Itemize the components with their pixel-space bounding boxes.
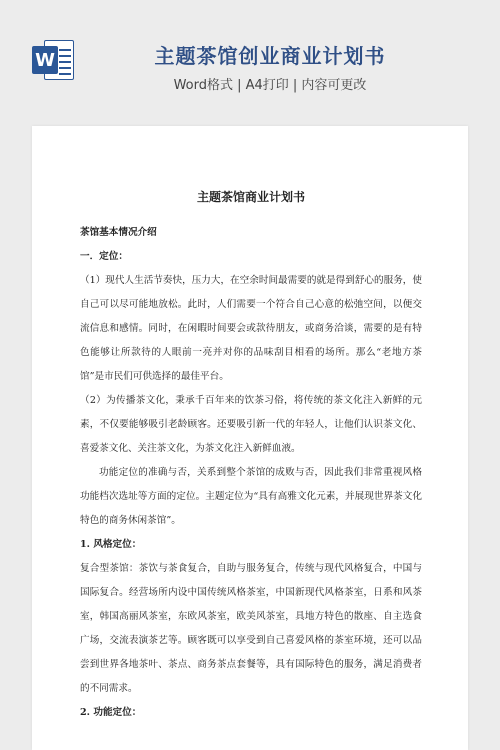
page-subtitle: Word格式 | A4打印 | 内容可更改 xyxy=(173,78,367,93)
paragraph: （1）现代人生活节奏快，压力大，在空余时间最需要的就是得到舒心的服务，使自己可以尽可能地放松。此时，人们需要一个符合自己心意的松弛空间，以便交流信息和感情。同时，在闲暇时间要会或款待朋友，或商务洽谈，需要的是有特色能够让所款待的人眼前一亮并对你的品味刮目相看的场所。那么“老地方茶馆”是市民们可供选择的最佳平台。 xyxy=(80,275,422,382)
document-title: 主题茶馆商业计划书 xyxy=(196,190,305,204)
paragraph: 复合型茶馆：茶饮与茶食复合，自助与服务复合，传统与现代风格复合，中国与国际复合。经营场所内设中国传统风格茶室，中国新现代风格茶室，日系和风茶室，韩国高丽风茶室，东欧风茶室，欧美风茶室，具地方特色的散座、自主选食广场，交流表演茶艺等。顾客既可以享受到自己喜爱风格的茶室环境，还可以品尝到世界各地茶叶、茶点、商务茶点套餐等，具有国际特色的服务，满足消费者的不同需求。 xyxy=(80,563,422,694)
document-body xyxy=(80,188,422,725)
section-intro-heading: 茶馆基本情况介绍 xyxy=(80,227,157,238)
positioning-heading: 一．定位： xyxy=(80,251,128,262)
page-title: 主题茶馆创业商业计划书 xyxy=(154,44,386,68)
document-preview xyxy=(32,126,468,750)
function-heading: 2. 功能定位： xyxy=(80,707,142,718)
word-badge-icon: W xyxy=(32,46,58,74)
style-heading: 1. 风格定位： xyxy=(80,539,142,550)
paragraph: 功能定位的准确与否，关系到整个茶馆的成败与否，因此我们非常重视风格功能档次选址等方面的定位。主题定位为“具有高雅文化元素，并展现世界茶文化特色的商务休闲茶馆”。 xyxy=(80,467,422,526)
header xyxy=(0,0,500,120)
paragraph: （2）为传播茶文化，秉承千百年来的饮茶习俗，将传统的茶文化注入新鲜的元素，不仅要能够吸引老龄顾客。还要吸引新一代的年轻人，让他们认识茶文化、喜爱茶文化、关注茶文化，为茶文化注入新鲜血液。 xyxy=(80,395,422,454)
